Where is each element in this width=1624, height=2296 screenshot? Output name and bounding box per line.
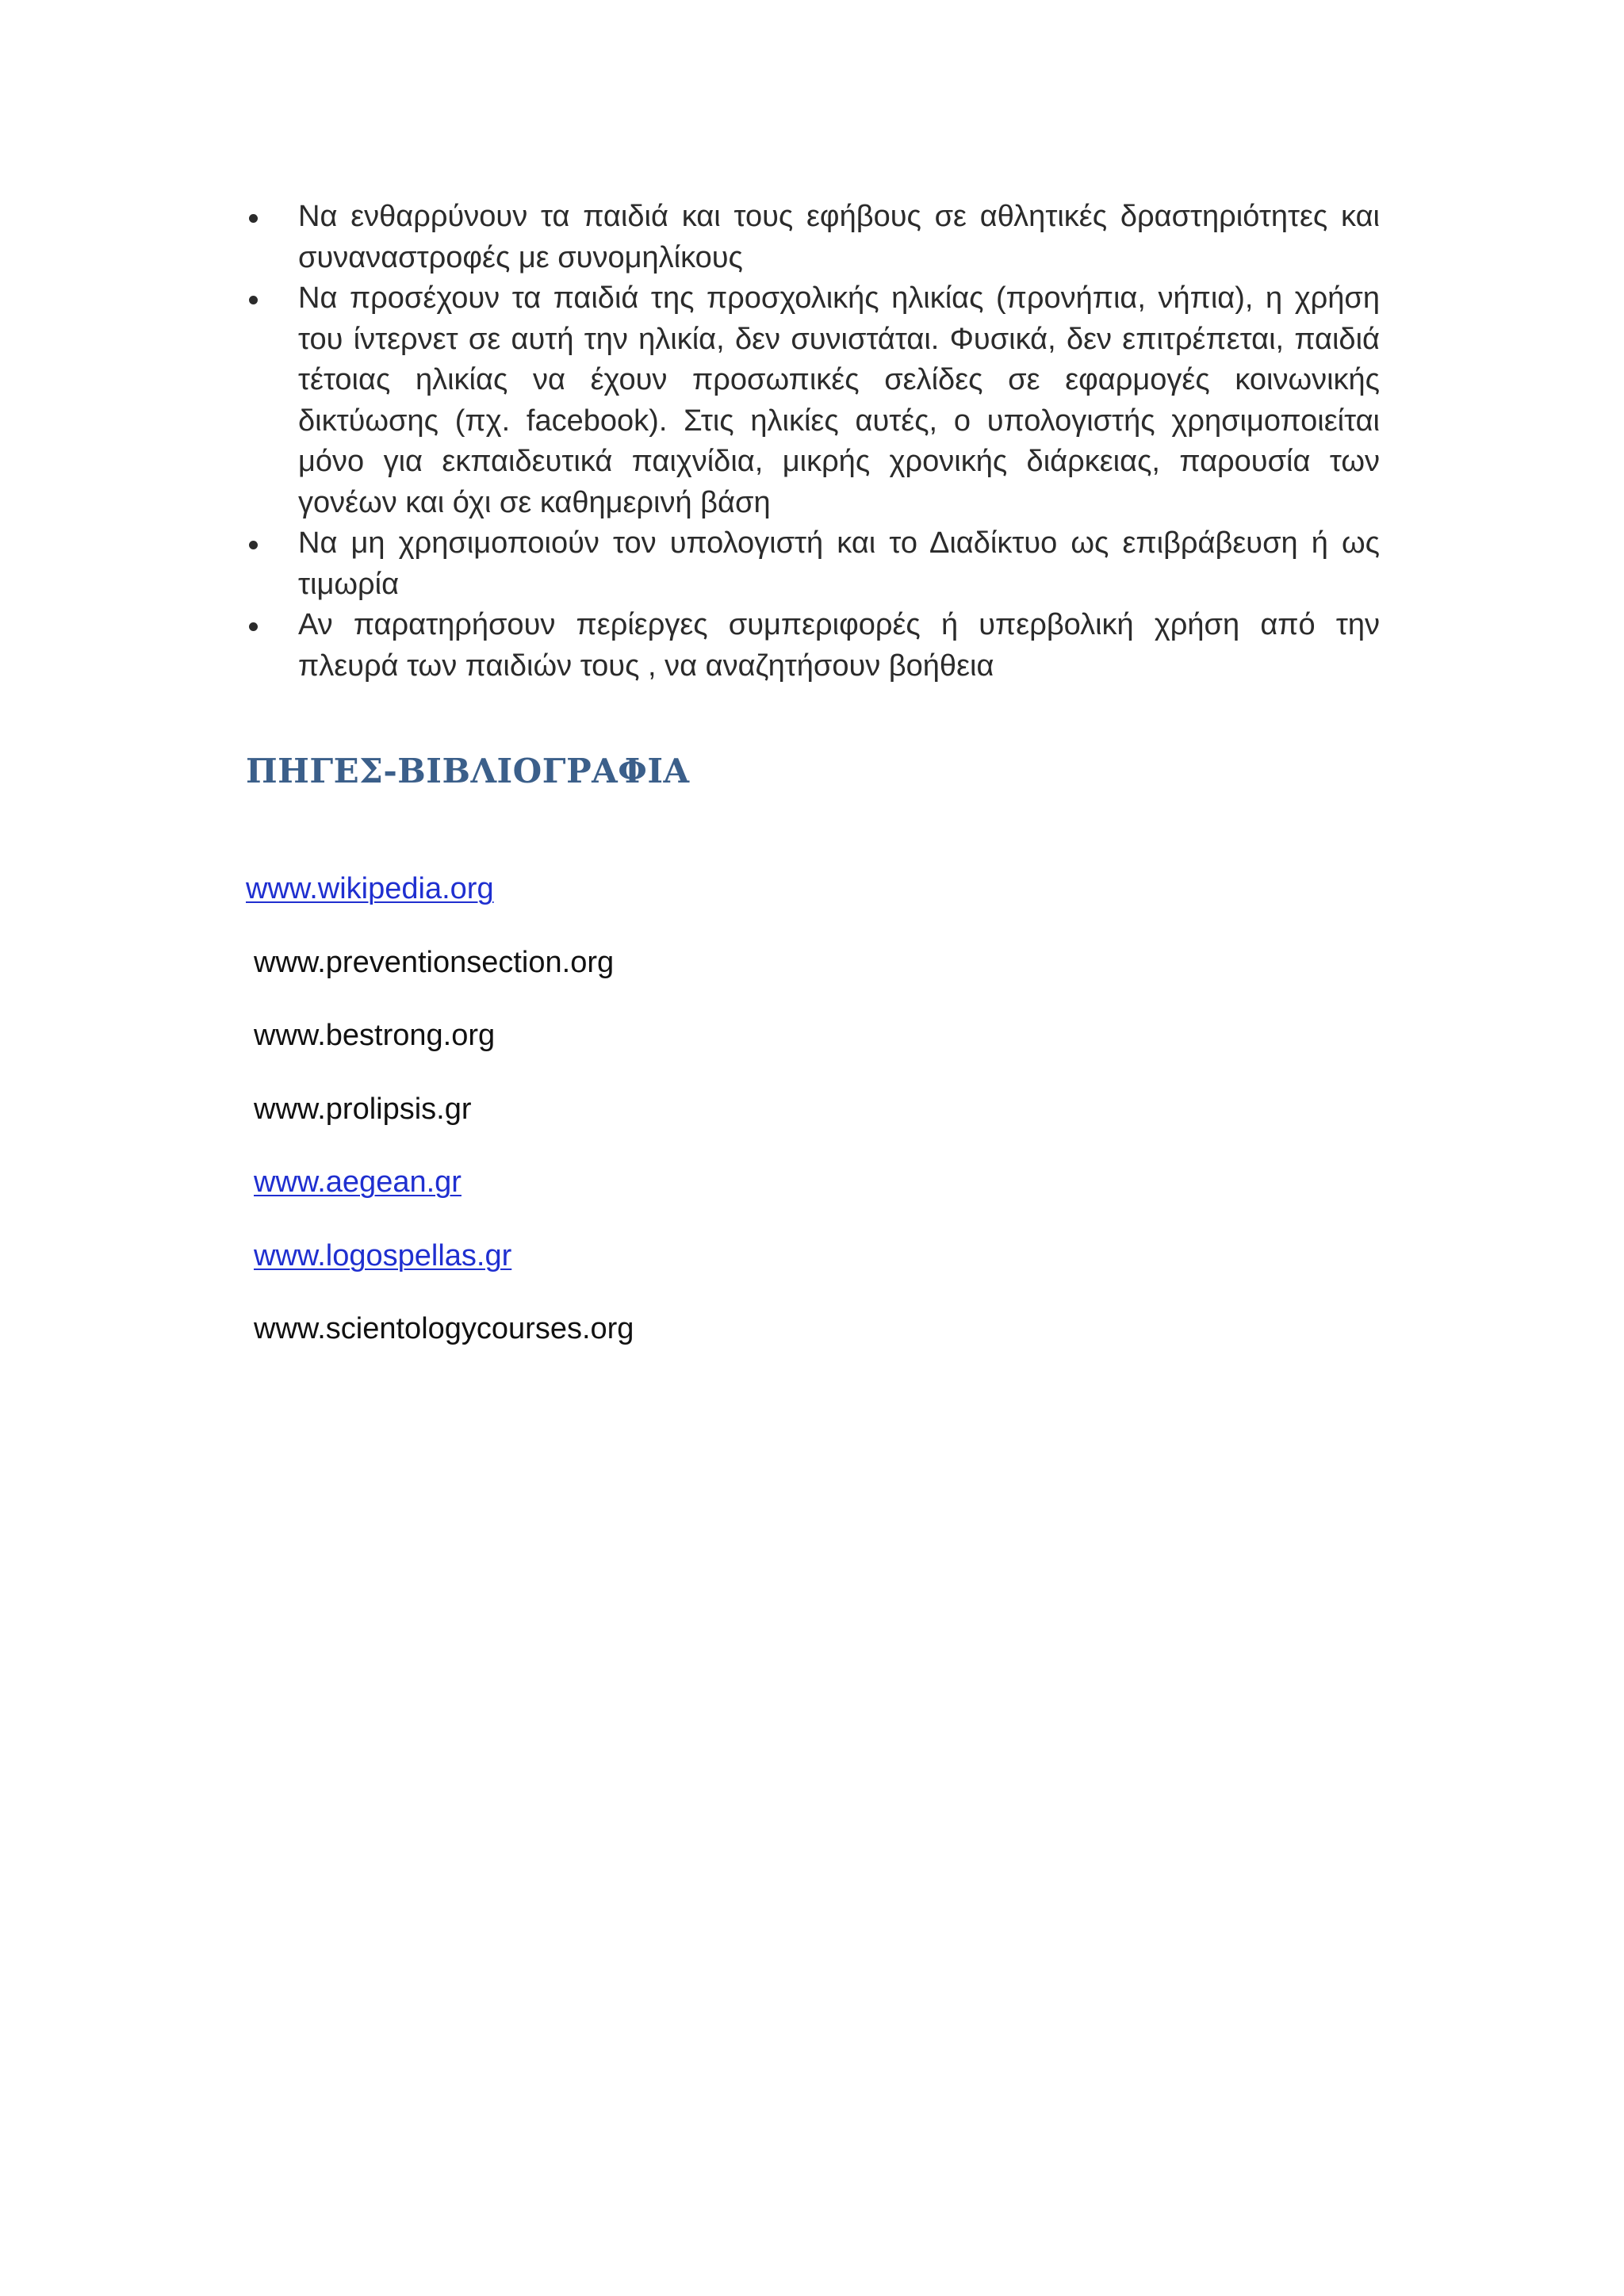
bullet-text: Να προσέχουν τα παιδιά της προσχολικής ηλικίας (προνήπια, νήπια), η χρήση του ίντερνετ σε αυτή την ηλικία, δεν συνιστάται. Φυσικά, δεν επιτρέπεται, παιδιά τέτοιας ηλικίας να έχουν προσωπικές σελίδες σε εφαρμογές κοινωνικής δικτύωσης (πχ. facebook). Στις ηλικίες αυτές, ο υπολογιστής χρησιμοποιείται μόνο για εκπαιδευτικά παιχνίδια, μικρής χρονικής διάρκειας, παρουσία των γονέων και όχι σε καθημερινή βάση bbox=[298, 281, 1380, 519]
advice-bullet-list bbox=[246, 197, 1380, 687]
bullet-text: Αν παρατηρήσουν περίεργες συμπεριφορές ή υπερβολική χρήση από την πλευρά των παιδιών τους , να αναζητήσουν βοήθεια bbox=[298, 608, 1380, 683]
bullet-text: Να μη χρησιμοποιούν τον υπολογιστή και το Διαδίκτυο ως επιβράβευση ή ως τιμωρία bbox=[298, 526, 1380, 601]
bullet-icon bbox=[249, 622, 258, 631]
sources-list bbox=[246, 871, 634, 1384]
source-scientologycourses: www.scientologycourses.org bbox=[254, 1312, 634, 1345]
bullet-icon bbox=[249, 214, 258, 223]
bullet-item bbox=[246, 278, 1380, 523]
source-prolipsis: www.prolipsis.gr bbox=[254, 1092, 472, 1126]
sources-heading: ΠΗΓΕΣ-ΒΙΒΛΙΟΓΡΑΦΙΑ bbox=[246, 752, 690, 790]
source-link-wikipedia[interactable]: www.wikipedia.org bbox=[246, 872, 494, 905]
source-bestrong: www.bestrong.org bbox=[254, 1019, 496, 1052]
bullet-icon bbox=[249, 541, 258, 549]
source-link-aegean[interactable]: www.aegean.gr bbox=[254, 1165, 462, 1199]
source-preventionsection: www.preventionsection.org bbox=[254, 945, 615, 979]
bullet-item bbox=[246, 197, 1380, 278]
bullet-item bbox=[246, 523, 1380, 605]
bullet-icon bbox=[249, 296, 258, 304]
source-link-logospellas[interactable]: www.logospellas.gr bbox=[254, 1238, 512, 1272]
bullet-text: Να ενθαρρύνουν τα παιδιά και τους εφήβους σε αθλητικές δραστηριότητες και συναναστροφές με συνομηλίκους bbox=[298, 200, 1380, 274]
bullet-item bbox=[246, 605, 1380, 687]
